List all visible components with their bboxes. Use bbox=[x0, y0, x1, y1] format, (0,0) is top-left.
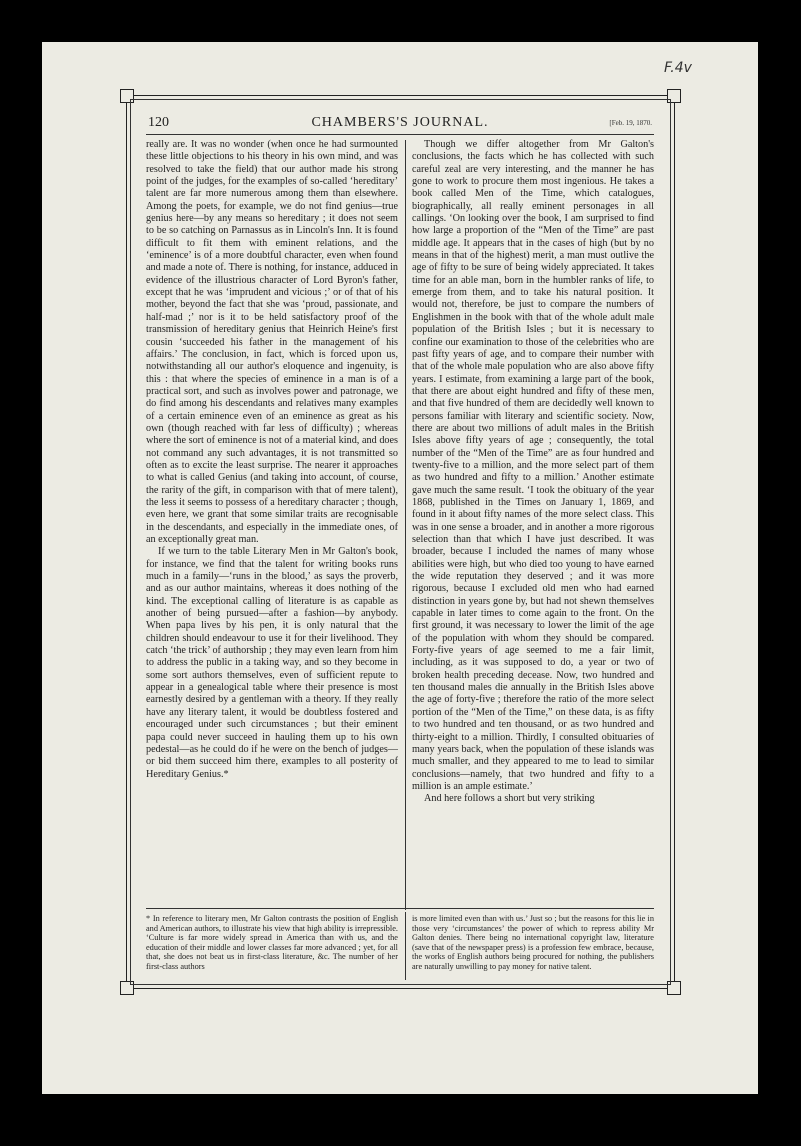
header-rule bbox=[146, 134, 654, 135]
frame-corner-ornament bbox=[120, 981, 134, 995]
frame-corner-ornament bbox=[667, 981, 681, 995]
paragraph: And here follows a short but very striking bbox=[424, 793, 595, 805]
journal-title: CHAMBERS'S JOURNAL. bbox=[311, 115, 489, 130]
paragraph: Though we differ altogether from Mr Galton's conclusions, the facts which he has collected with such careful zeal are very interesting, and the manner he has gone to work to procure them most ingenious. He takes a book called Men of the Time, which catalogues, biographically, all really eminent personages in all callings. ‘On looking over the book, I am surprised to find how large a proportion of the “Men of the Time” are past middle age. It appears that in the cases of high (but by no means in that of the highest) merit, a man must outlive the age of fifty to be sure of being widely appreciated. It takes time for an able man, born in the humbler ranks of life, to emerge from them, and to take his natural position. It would not, therefore, be just to compare the numbers of Englishmen in the book with that of the whole adult male population of the British Isles ; but it is necessary to confine our examination to those of the celebrities who are past fifty years of age, and to compare their number with that of the whole male population who are also above fifty years. I estimate, from examining a large part of the book, that there are about eight hundred and fifty of these men, and that five hundred of them are decidedly well known to persons familiar with literary and scientific society. Now, there are about two millions of adult males in the British Isles above fifty years of age ; consequently, the total number of the “Men of the Time” are as four hundred and twenty-five to a million, and the more select part of them as two hundred and fifty to a million.’ Another estimate gave much the same result. ‘I took the obituary of the year 1868, published in the Times on January 1, 1869, and found in it about fifty names of the more select class. This was in one sense a broader, and in another a more rigorous selection than that which I have just described. It was broader, because I included the names of many whose abilities were high, but who died too young to have earned the wide reputation they deserved ; and it was more rigorous, because I excluded old men who had earned distinction in years gone by, but had not shewn themselves capable in later times to come again to the front. On the first ground, it was necessary to lower the limit of the age of the population with whom they should be compared. Forty-five years of age seemed to me a fair limit, including, as it was supposed to do, a year or two of broken health preceding decease. Now, two hundred and ten thousand males die annually in the British Isles above the age of forty-five ; therefore the ratio of the more select portion of the “Men of the Time,” on these data, is as fifty to two hundred and ten thousand, or as two hundred and thirty-eight to a million. Thirdly, I consulted obituaries of many years back, when the population of these islands was much smaller, and they appeared to me to lead to similar conclusions—namely, that two hundred and fifty to a million is an ample estimate.’ bbox=[412, 139, 654, 792]
frame-corner-ornament bbox=[120, 89, 134, 103]
paragraph: really are. It was no wonder (when once he had surmounted these little objections to his theory in his own mind, and was resolved to take the field) that our author made his strong point of the judges, for the examples of so-called ‘hereditary’ talent are far more numerous among them than elsewhere. Among the poets, for example, we do not find genius—true genius here—by any means so hereditary ; it does not seem to be so catching on Parnassus as in Lincoln's Inn. It is found difficult to fit them with eminent relations, and the ‘eminence’ is of a more doubtful character, even when found and made a note of. There is nothing, for instance, adduced in evidence of the illustrious character of Lord Byron's father, except that he was ‘imprudent and vicious ;’ or of that of his mother, beyond the fact that she was ‘proud, passionate, and half-mad ;’ nor is it to be held satisfactory proof of the transmission of hereditary genius that Heinrich Heine's first cousin ‘succeeded his father in the management of his affairs.’ The conclusion, in fact, which is forced upon us, notwithstanding all our author's eloquence and ingenuity, is this : that where the species of eminence in a man is of a practical sort, and such as involves power and patronage, we do find among his descendants and relatives many examples of a certain eminence even of an eminence as great as his own (though reached with far less of difficulty) ; whereas where the sort of eminence is not of a material kind, and does not command any such advantages, it is not transmitted so often as to excite the least surprise. The nearer it approaches to what is called Genius (and taking into account, of course, the rarity of the gift, in comparison with that of mere talent), the less it seems to possess of a hereditary character ; though, even here, we grant that some similar traits are recognisable in the descendants, and especially in the immediate ones, of an exceptionally great man. bbox=[146, 139, 398, 545]
frame-corner-ornament bbox=[667, 89, 681, 103]
footnote-rule bbox=[146, 908, 654, 909]
issue-date: [Feb. 19, 1870. bbox=[609, 119, 652, 127]
footnote-right: is more limited even than with us.’ Just so ; but the reasons for this lie in those very ‘circumstances’ the power of which to repress ability Mr Galton denies. There being no international copyright law, literature (save that of the newspaper press) is a profession few embrace, because, the works of English authors being procured for nothing, the publishers are naturally unwilling to pay money for native talent. bbox=[412, 914, 654, 971]
left-column bbox=[146, 139, 398, 907]
margin-note: F.4v bbox=[664, 60, 692, 76]
column-divider bbox=[405, 140, 406, 910]
footnote-left: * In reference to literary men, Mr Galton contrasts the position of English and American authors, to illustrate his view that high ability is irrepressible. ‘Culture is far more widely spread in America than with us, and the education of their middle and lower classes far more advanced ; yet, for all that, she does not beat us in first-class literature, &c. The number of her first-class authors bbox=[146, 914, 398, 971]
right-column bbox=[412, 139, 654, 907]
page-number: 120 bbox=[148, 115, 169, 130]
footnote-column-divider bbox=[405, 912, 406, 980]
running-header bbox=[148, 115, 652, 133]
paragraph: If we turn to the table Literary Men in Mr Galton's book, for instance, we find that the talent for writing books runs much in a family—‘runs in the blood,’ as says the proverb, and as our author maintains, whereas it does nothing of the kind. The exceptional calling of literature is as capable as another of being pursued—after a fashion—by anybody. When papa lives by his pen, it is only natural that the children should endeavour to use it for their livelihood. They catch ‘the trick’ of authorship ; they may even learn from him to address the public in a taking way, and so they become in some sort authors themselves, even of sufficient repute to appear in a genealogical table where their presence is most earnestly desired by a gentleman with a theory. If they really have any literary talent, it would be doubtless fostered and encouraged under such circumstances ; but their eminent papa could never succeed in hauling them up to his own pedestal—as he could do if he were on the bench of judges—or bid them succeed him there, examples to all posterity of Hereditary Genius.* bbox=[146, 546, 398, 780]
